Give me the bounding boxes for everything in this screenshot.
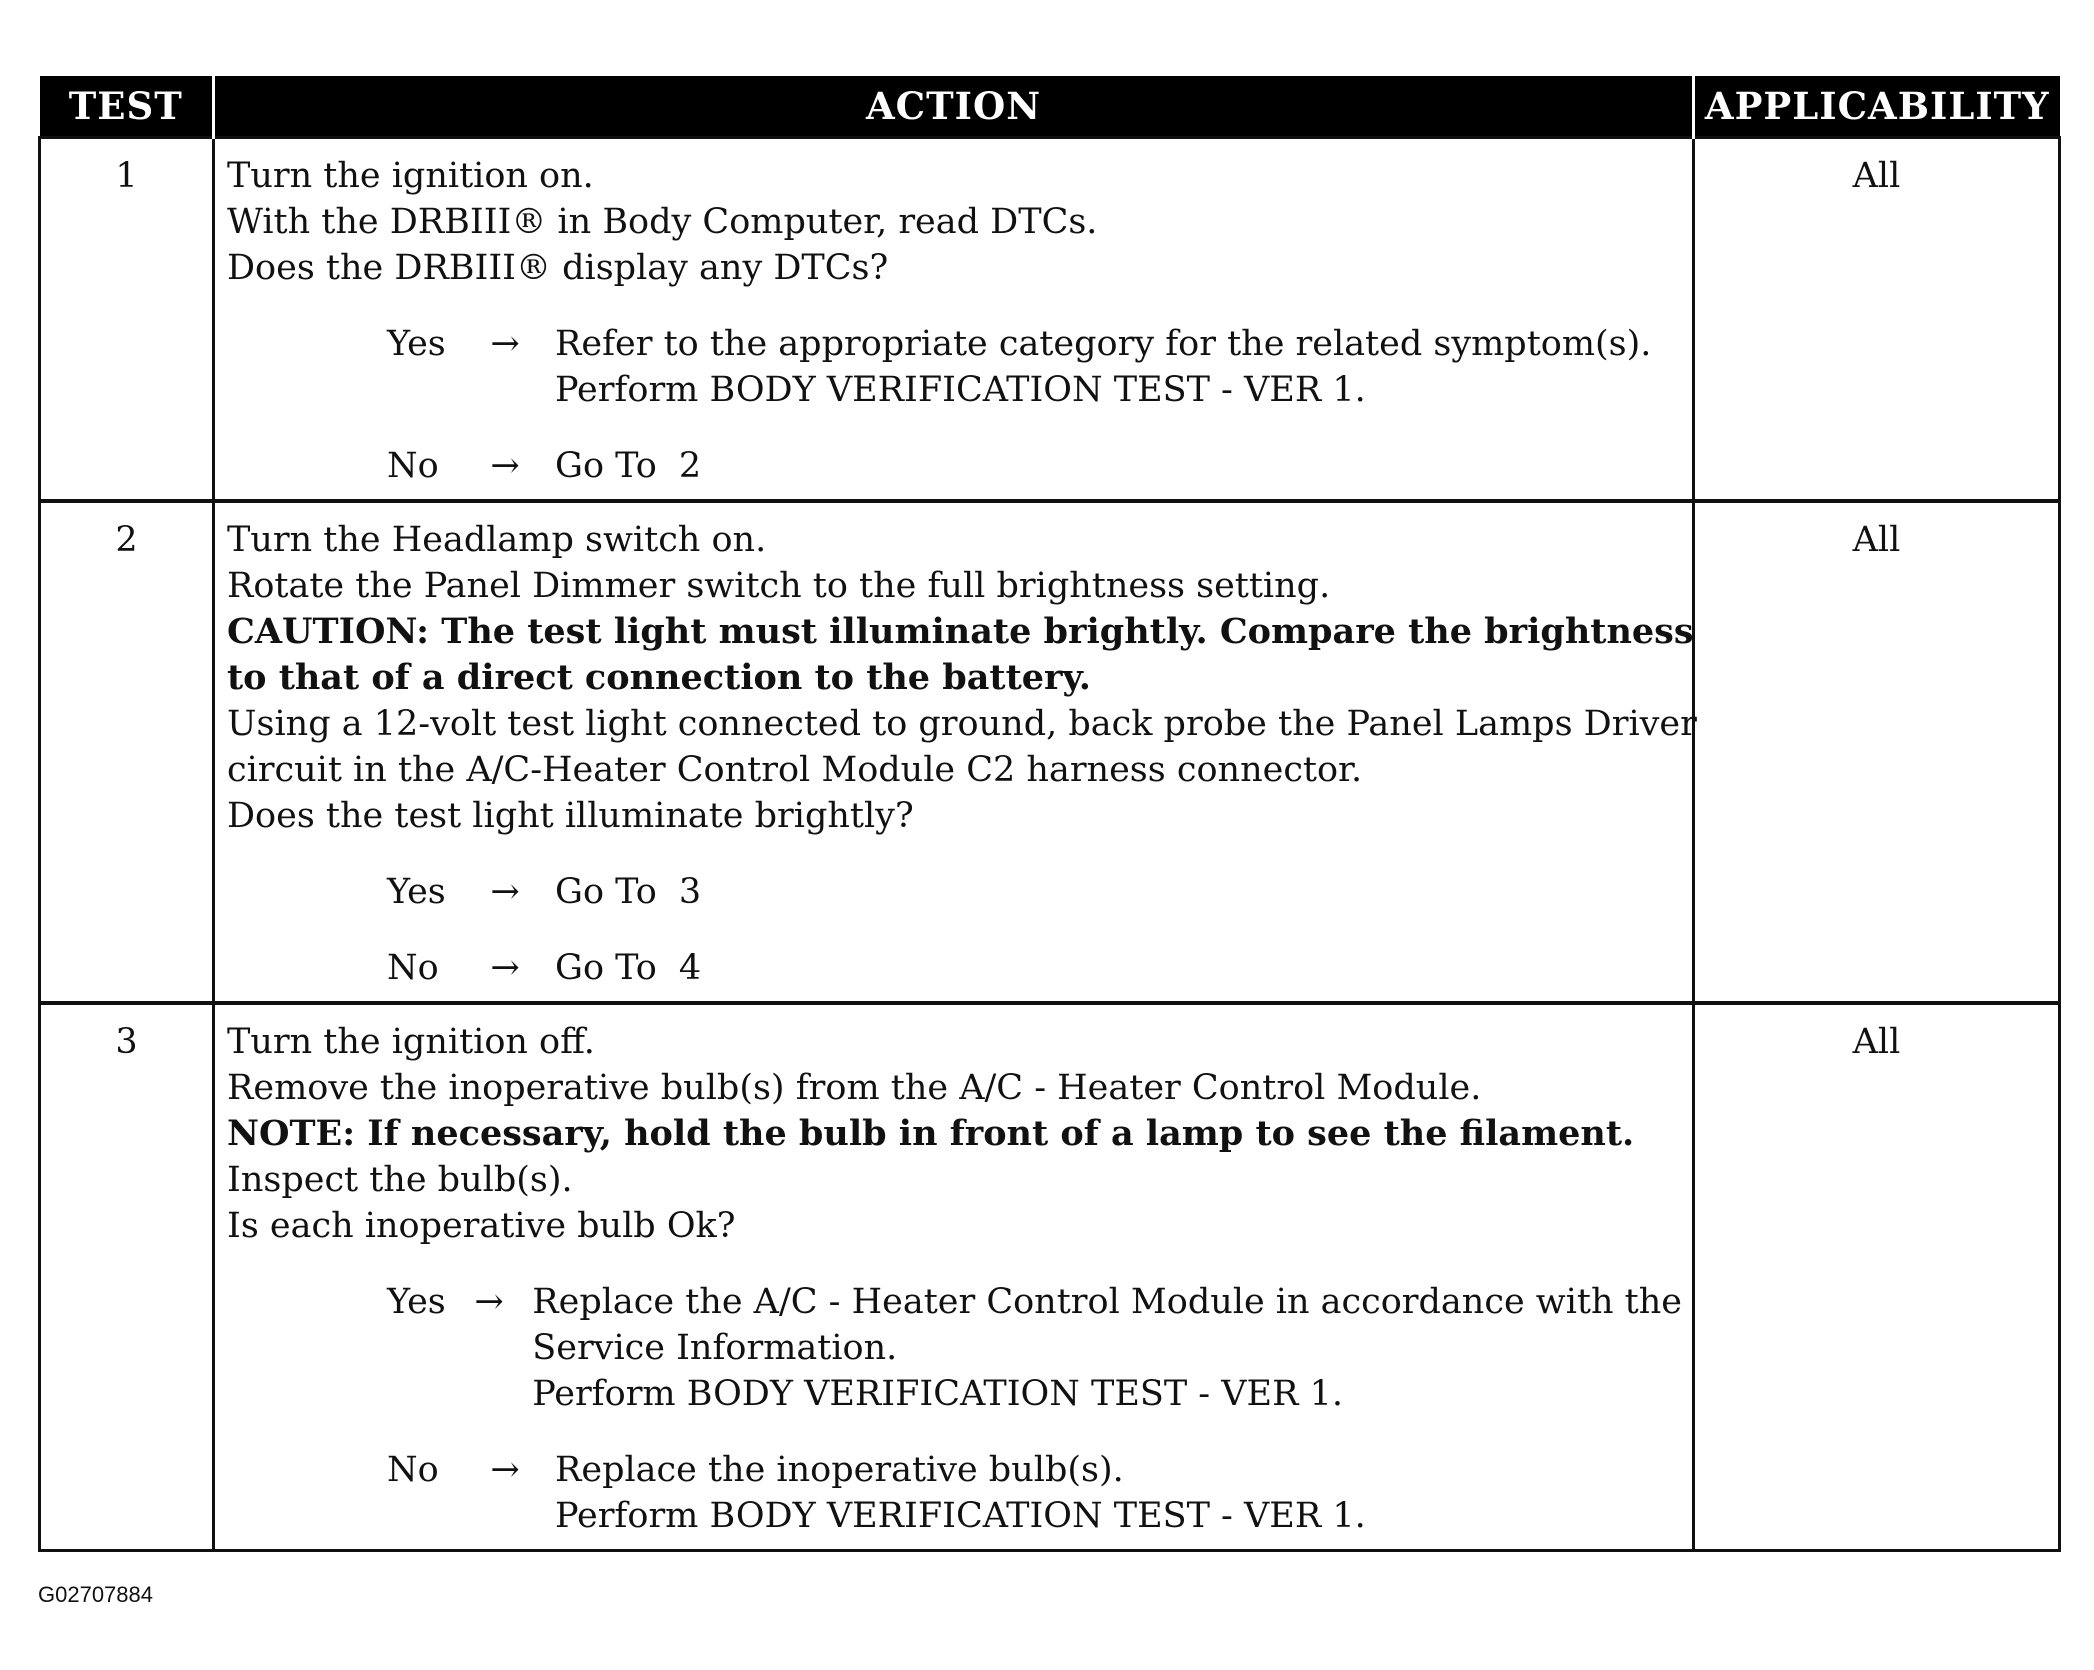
answer-branch xyxy=(387,869,1682,915)
answer-branch xyxy=(387,321,1682,413)
action-cell xyxy=(214,138,1694,502)
result-line: Service Information. xyxy=(532,1328,898,1368)
diagnostic-test-table xyxy=(38,76,2061,1552)
header-applicability: APPLICABILITY xyxy=(1694,76,2060,138)
arrow-right-icon: → xyxy=(490,1450,520,1490)
action-step-line: Turn the ignition on. xyxy=(227,156,594,196)
answer-result xyxy=(555,443,1682,489)
action-step-line: Is each inoperative bulb Ok? xyxy=(227,1206,736,1246)
arrow-right-icon: → xyxy=(490,948,520,988)
applicability-cell: All xyxy=(1694,501,2060,1003)
answer-result xyxy=(555,321,1682,413)
table-row xyxy=(40,501,2060,1003)
table-row xyxy=(40,138,2060,502)
test-number: 1 xyxy=(40,138,214,502)
action-step-line: Rotate the Panel Dimmer switch to the full brightness setting. xyxy=(227,566,1331,606)
goto-label: Go To xyxy=(555,948,657,988)
answer-label: No xyxy=(387,446,439,486)
action-warning-line: to that of a direct connection to the battery. xyxy=(227,657,1091,698)
table-row xyxy=(40,1003,2060,1551)
action-cell xyxy=(214,1003,1694,1551)
result-line: Perform BODY VERIFICATION TEST - VER 1. xyxy=(532,1374,1343,1414)
answer-label: No xyxy=(387,1450,439,1490)
arrow-right-icon: → xyxy=(474,1282,504,1322)
answer-result xyxy=(555,1447,1682,1539)
action-step-line: Turn the Headlamp switch on. xyxy=(227,520,767,560)
answer-branch xyxy=(387,1447,1682,1539)
action-step-line: Does the test light illuminate brightly? xyxy=(227,796,914,836)
action-warning-line: NOTE: If necessary, hold the bulb in front of a lamp to see the filament. xyxy=(227,1113,1635,1154)
goto-label: Go To xyxy=(555,872,657,912)
goto-label: Go To xyxy=(555,446,657,486)
answer-label: Yes xyxy=(387,872,446,912)
result-line: Perform BODY VERIFICATION TEST - VER 1. xyxy=(555,370,1366,410)
answer-label: No xyxy=(387,948,439,988)
action-step-line: Inspect the bulb(s). xyxy=(227,1160,573,1200)
result-line: Replace the A/C - Heater Control Module in accordance with the xyxy=(532,1282,1682,1322)
answer-label: Yes xyxy=(387,1282,446,1322)
goto-step-link: 4 xyxy=(678,948,702,988)
answer-branch xyxy=(387,1279,1682,1417)
figure-code: G02707884 xyxy=(38,1582,153,1607)
action-step-line: circuit in the A/C-Heater Control Module C2 harness connector. xyxy=(227,750,1363,790)
action-step-line: Using a 12-volt test light connected to ground, back probe the Panel Lamps Driver xyxy=(227,704,1697,744)
action-step-line: Remove the inoperative bulb(s) from the A/C - Heater Control Module. xyxy=(227,1068,1482,1108)
answer-branch xyxy=(387,443,1682,489)
header-test: TEST xyxy=(40,76,214,138)
applicability-cell: All xyxy=(1694,138,2060,502)
answer-branch xyxy=(387,945,1682,991)
result-line: Perform BODY VERIFICATION TEST - VER 1. xyxy=(555,1496,1366,1536)
header-action: ACTION xyxy=(214,76,1694,138)
action-cell xyxy=(214,501,1697,1003)
answer-result xyxy=(555,869,1682,915)
action-step-line: With the DRBIII® in Body Computer, read DTCs. xyxy=(227,202,1098,242)
action-step-line: Turn the ignition off. xyxy=(227,1022,595,1062)
test-number: 2 xyxy=(40,501,214,1003)
arrow-right-icon: → xyxy=(490,324,520,364)
table-header-row xyxy=(40,76,2060,138)
answer-label: Yes xyxy=(387,324,446,364)
arrow-right-icon: → xyxy=(490,446,520,486)
answer-result xyxy=(555,945,1682,991)
goto-step-link: 3 xyxy=(678,872,702,912)
result-line: Replace the inoperative bulb(s). xyxy=(555,1450,1124,1490)
answer-result xyxy=(532,1279,1682,1417)
goto-step-link: 2 xyxy=(678,446,702,486)
action-warning-line: CAUTION: The test light must illuminate brightly. Compare the brightness xyxy=(227,611,1694,652)
result-line: Refer to the appropriate category for the related symptom(s). xyxy=(555,324,1652,364)
arrow-right-icon: → xyxy=(490,872,520,912)
applicability-cell: All xyxy=(1694,1003,2060,1551)
test-number: 3 xyxy=(40,1003,214,1551)
action-step-line: Does the DRBIII® display any DTCs? xyxy=(227,248,889,288)
